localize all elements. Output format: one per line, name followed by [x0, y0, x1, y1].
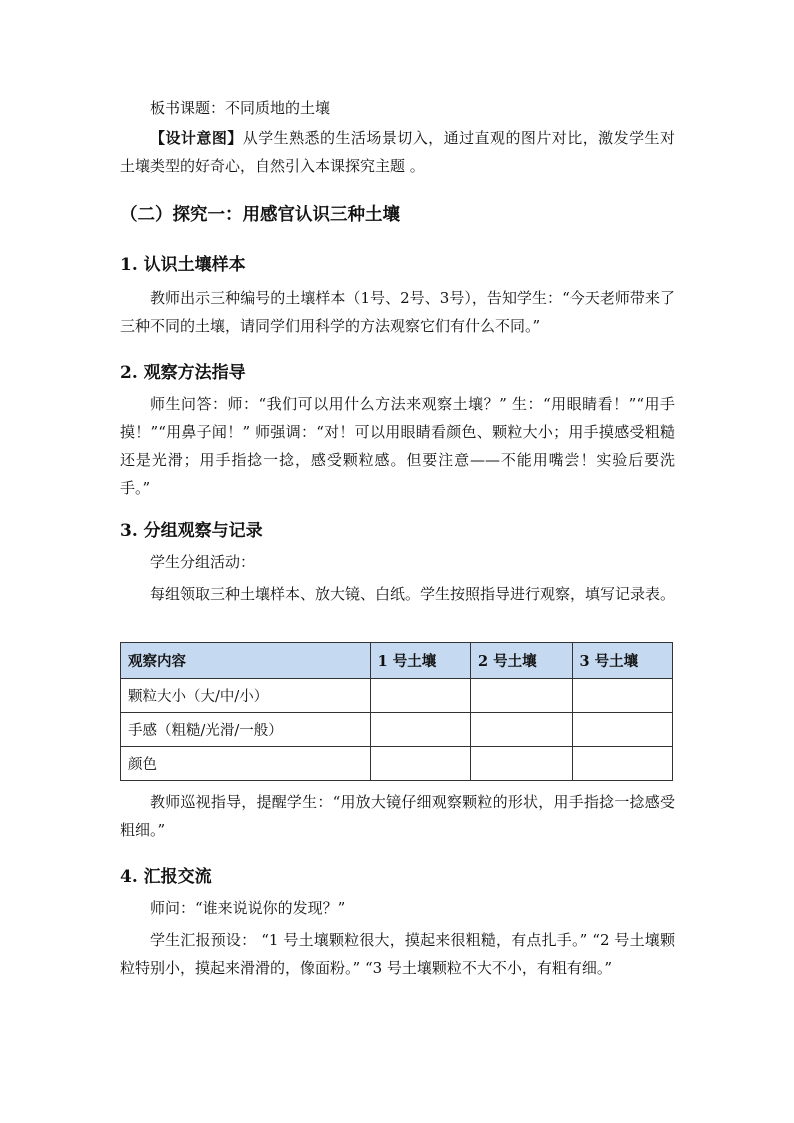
table-header-cell: 观察内容 [121, 643, 371, 679]
table-cell [572, 747, 673, 781]
step-2-heading: 2. 观察方法指导 [120, 363, 246, 383]
after-table-paragraph: 教师巡视指导，提醒学生：“用放大镜仔细观察颗粒的形状，用手指捻一捻感受粗细。” [120, 793, 675, 839]
blackboard-title: 板书课题：不同质地的土壤 [150, 99, 331, 117]
step-4-paragraph-1: 师问：“谁来说说你的发现？” [150, 899, 346, 917]
design-intent-tag: 【设计意图】 [150, 129, 243, 147]
step-1-heading: 1. 认识土壤样本 [120, 255, 246, 275]
table-header-cell: 2 号土壤 [471, 643, 572, 679]
design-intent [120, 124, 675, 180]
table-cell [572, 679, 673, 713]
table-row [121, 679, 673, 713]
table-row [121, 713, 673, 747]
observation-table [120, 642, 673, 781]
table-cell [370, 747, 470, 781]
step-2-paragraph: 师生问答：师：“我们可以用什么方法来观察土壤？” 生：“用眼睛看！”“用手摸！”“用鼻子闻！” 师强调：“对！可以用眼睛看颜色、颗粒大小；用手摸感受粗糙还是光滑；用手指捻一捻，感受颗粒感。但要注意——不能用嘴尝！实验后要洗手。” [120, 395, 675, 497]
table-cell [572, 713, 673, 747]
table-cell [471, 679, 572, 713]
table-header-row [121, 643, 673, 679]
table-cell [471, 747, 572, 781]
step-3-paragraph-2: 每组领取三种土壤样本、放大镜、白纸。学生按照指导进行观察，填写记录表。 [150, 585, 676, 603]
design-intent-text: 从学生熟悉的生活场景切入，通过直观的图片对比，激发学生对土壤类型的好奇心，自然引入本课探究主题 。 [120, 129, 675, 175]
section-title: （二）探究一：用感官认识三种土壤 [120, 205, 400, 225]
table-cell: 颗粒大小（大/中/小） [121, 679, 371, 713]
table-cell: 手感（粗糙/光滑/一般） [121, 713, 371, 747]
table-header-cell: 3 号土壤 [572, 643, 673, 679]
table-header-cell: 1 号土壤 [370, 643, 470, 679]
step-1-paragraph: 教师出示三种编号的土壤样本（1号、2号、3号），告知学生：“今天老师带来了三种不同的土壤，请同学们用科学的方法观察它们有什么不同。” [120, 289, 675, 335]
step-3-heading: 3. 分组观察与记录 [120, 521, 263, 541]
table-cell [471, 713, 572, 747]
table-cell [370, 713, 470, 747]
step-4-heading: 4. 汇报交流 [120, 867, 212, 887]
table-cell: 颜色 [121, 747, 371, 781]
table-cell [370, 679, 470, 713]
step-4-paragraph-2: 学生汇报预设： “1 号土壤颗粒很大，摸起来很粗糙，有点扎手。” “2 号土壤颗粒特别小，摸起来滑滑的，像面粉。” “3 号土壤颗粒不大不小，有粗有细。” [120, 931, 675, 977]
step-3-paragraph-1: 学生分组活动： [150, 553, 256, 571]
table-row [121, 747, 673, 781]
